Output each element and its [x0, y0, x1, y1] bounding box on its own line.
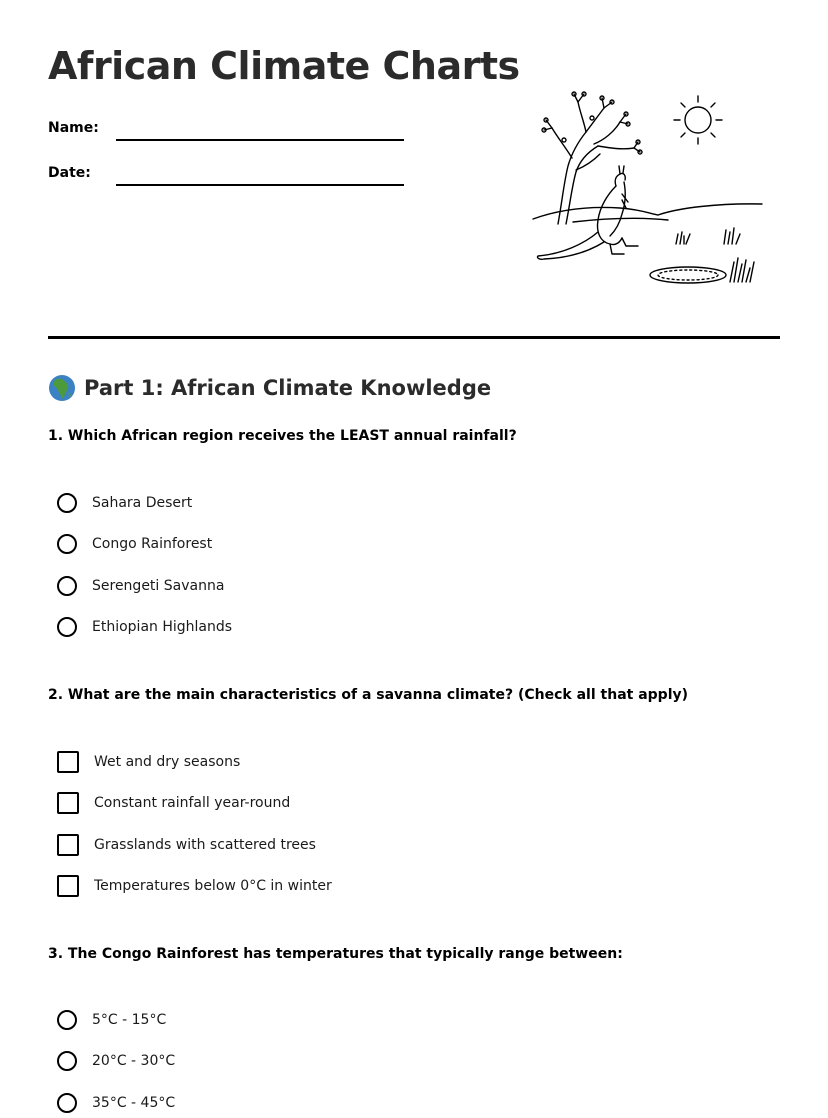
part1-heading-text: Part 1: African Climate Knowledge: [84, 376, 492, 400]
option-label: Sahara Desert: [92, 495, 193, 511]
q3-option-5-15[interactable]: [57, 1007, 166, 1033]
question-2: 2. What are the main characteristics of a savanna climate? (Check all that apply): [48, 687, 689, 703]
radio-button[interactable]: [57, 1051, 77, 1071]
option-label: Congo Rainforest: [92, 536, 213, 552]
radio-button[interactable]: [57, 617, 77, 637]
pond-icon: [650, 267, 726, 283]
header-divider: [48, 336, 780, 339]
q1-option-serengeti-savanna[interactable]: [57, 573, 224, 599]
q2-option-constant-rainfall[interactable]: [57, 790, 290, 816]
radio-button[interactable]: [57, 576, 77, 596]
option-label: 20°C - 30°C: [92, 1053, 176, 1069]
radio-button[interactable]: [57, 493, 77, 513]
option-label: Wet and dry seasons: [94, 754, 241, 770]
q1-option-congo-rainforest[interactable]: [57, 531, 212, 557]
option-label: Serengeti Savanna: [92, 578, 225, 594]
q3-option-35-45[interactable]: [57, 1090, 175, 1116]
option-label: Grasslands with scattered trees: [94, 837, 316, 853]
date-field-row: [48, 159, 408, 189]
checkbox[interactable]: [57, 751, 79, 773]
q2-option-grasslands[interactable]: [57, 832, 316, 858]
option-label: Temperatures below 0°C in winter: [94, 878, 332, 894]
checkbox[interactable]: [57, 834, 79, 856]
savanna-illustration: [528, 82, 768, 292]
radio-button[interactable]: [57, 1010, 77, 1030]
globe-africa-icon: [48, 374, 76, 402]
sun-icon: [674, 96, 722, 144]
date-field[interactable]: [116, 184, 404, 186]
radio-button[interactable]: [57, 534, 77, 554]
q3-option-20-30[interactable]: [57, 1048, 175, 1074]
date-label: Date:: [48, 165, 91, 181]
option-label: 35°C - 45°C: [92, 1095, 176, 1111]
question-1: 1. Which African region receives the LEAST annual rainfall?: [48, 428, 517, 444]
name-field-row: [48, 114, 408, 144]
part1-heading: [48, 374, 491, 402]
q1-option-ethiopian-highlands[interactable]: [57, 614, 232, 640]
radio-button[interactable]: [57, 1093, 77, 1113]
option-label: Ethiopian Highlands: [92, 619, 233, 635]
q2-option-wet-dry-seasons[interactable]: [57, 749, 240, 775]
option-label: Constant rainfall year-round: [94, 795, 291, 811]
question-3: 3. The Congo Rainforest has temperatures that typically range between:: [48, 946, 623, 962]
tree-icon: [542, 92, 642, 224]
q2-option-temperatures-below-zero[interactable]: [57, 873, 332, 899]
checkbox[interactable]: [57, 875, 79, 897]
name-label: Name:: [48, 120, 99, 136]
option-label: 5°C - 15°C: [92, 1012, 167, 1028]
q1-option-sahara-desert[interactable]: [57, 490, 192, 516]
checkbox[interactable]: [57, 792, 79, 814]
page-title: African Climate Charts: [48, 44, 520, 88]
name-field[interactable]: [116, 139, 404, 141]
